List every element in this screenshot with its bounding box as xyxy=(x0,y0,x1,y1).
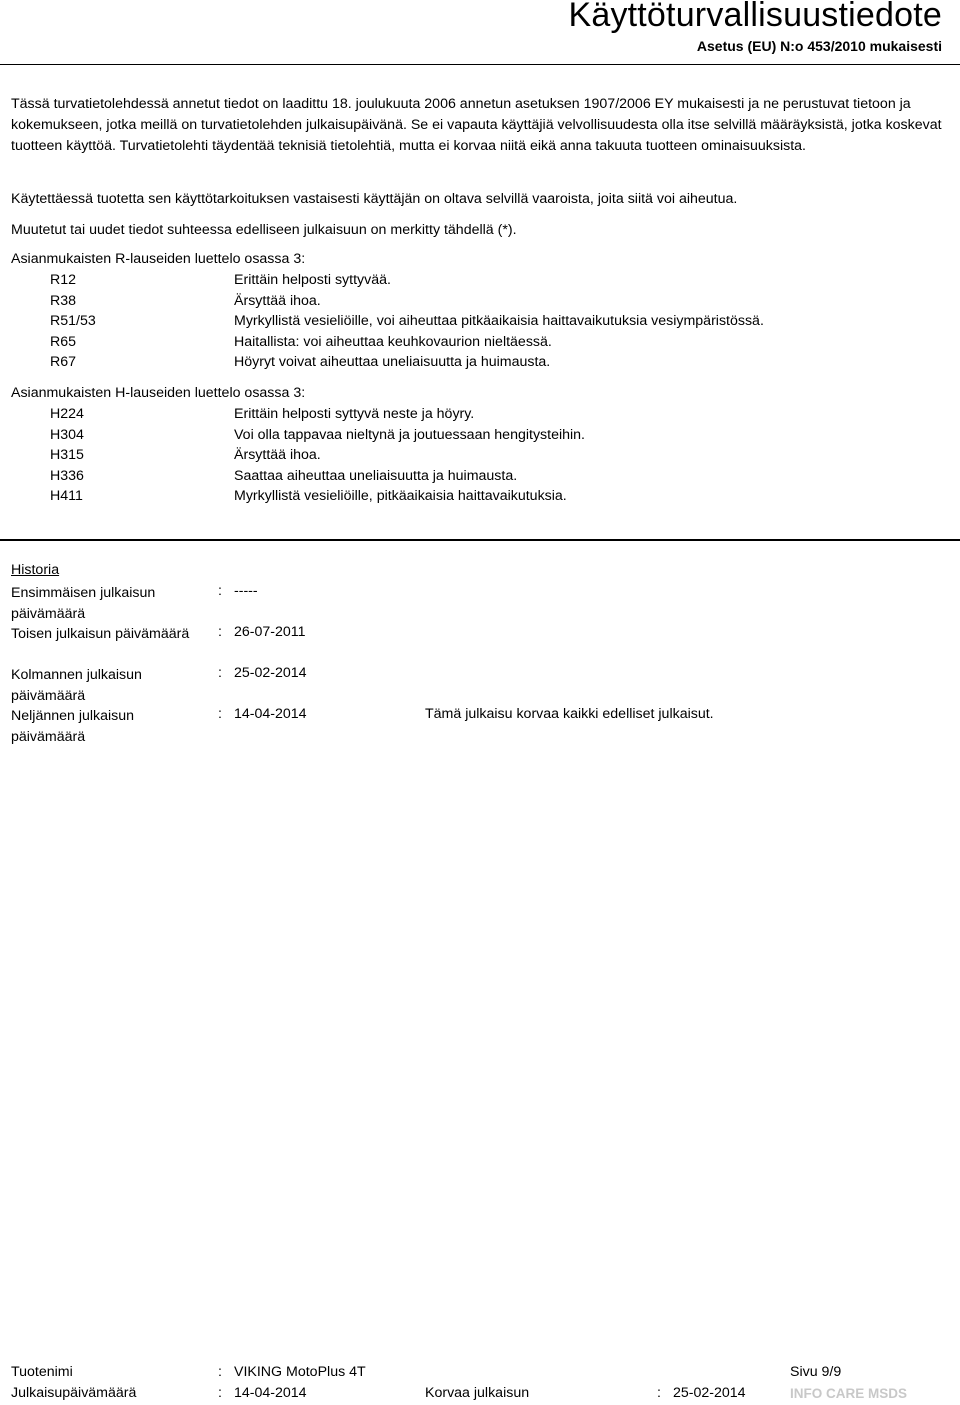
intro-paragraph-1: Tässä turvatietolehdessä annetut tiedot on laadittu 18. joulukuuta 2006 annetun asetuksen 1907/2006 EY mukaisesti ja ne perustuvat tietoon ja kokemukseen, jotka meillä on turvatietolehden julkaisupäivänä. Se ei vapauta käyttäjiä velvollisuudesta olla itse selvillä määräyksistä, jotka koskevat tuotteen käyttöä. Turvatietolehti täydentää teknisiä tietolehtiä, mutta ei korvaa niitä eikä anna takuuta tuotteen ominaisuuksista. xyxy=(11,96,942,154)
section-divider xyxy=(0,539,960,541)
phrase-code: H315 xyxy=(50,447,84,464)
list-item xyxy=(0,468,960,489)
history-value: 26-07-2011 xyxy=(234,624,306,640)
list-item xyxy=(0,488,960,509)
phrase-code: R67 xyxy=(50,354,77,371)
phrase-text: Voi olla tappavaa nieltynä ja joutuessaan hengitysteihin. xyxy=(234,426,585,443)
phrase-text: Haitallista: voi aiheuttaa keuhkovaurion nieltäessä. xyxy=(234,333,552,350)
document-title: Käyttöturvallisuustiedote xyxy=(568,0,942,34)
footer-date-value: 14-04-2014 xyxy=(234,1385,307,1401)
intro-paragraph-2: Käytettäessä tuotetta sen käyttötarkoituksen vastaisesti käyttäjän on oltava selvillä vaaroista, joita siitä voi aiheutua. xyxy=(11,191,738,207)
list-item xyxy=(0,427,960,448)
footer-date-label: Julkaisupäivämäärä xyxy=(11,1385,137,1401)
history-row xyxy=(0,624,960,665)
header-divider xyxy=(0,64,960,65)
h-phrases-heading: Asianmukaisten H-lauseiden luettelo osassa 3: xyxy=(11,385,306,401)
phrase-code: H336 xyxy=(50,467,84,484)
list-item xyxy=(0,293,960,314)
list-item xyxy=(0,313,960,334)
history-label: Ensimmäisen julkaisun päivämäärä xyxy=(11,585,156,622)
phrase-text: Ärsyttää ihoa. xyxy=(234,292,321,309)
list-item xyxy=(0,354,960,375)
document-subtitle: Asetus (EU) N:o 453/2010 mukaisesti xyxy=(696,38,942,54)
history-table xyxy=(0,583,960,747)
phrase-text: Höyryt voivat aiheuttaa uneliaisuutta ja huimausta. xyxy=(234,354,551,371)
history-note: Tämä julkaisu korvaa kaikki edelliset julkaisut. xyxy=(425,706,714,722)
phrase-text: Erittäin helposti syttyvää. xyxy=(234,272,391,288)
history-value: ----- xyxy=(234,583,258,599)
footer-product-colon: : xyxy=(218,1364,222,1380)
history-colon: : xyxy=(218,583,222,599)
phrase-code: R12 xyxy=(50,272,77,288)
history-label: Kolmannen julkaisun päivämäärä xyxy=(11,667,142,704)
history-title: Historia xyxy=(11,562,60,578)
footer-product-label: Tuotenimi xyxy=(11,1364,73,1380)
phrase-text: Ärsyttää ihoa. xyxy=(234,447,321,464)
history-value: 25-02-2014 xyxy=(234,665,307,681)
phrase-text: Erittäin helposti syttyvä neste ja höyry. xyxy=(234,406,475,422)
list-item xyxy=(0,447,960,468)
r-phrases-heading: Asianmukaisten R-lauseiden luettelo osassa 3: xyxy=(11,251,306,267)
phrase-text: Myrkyllistä vesieliöille, voi aiheuttaa pitkäaikaisia haittavaikutuksia vesiympäristössä. xyxy=(234,313,764,330)
h-phrases-list xyxy=(0,406,960,509)
footer-replaces-value: 25-02-2014 xyxy=(673,1385,746,1401)
history-colon: : xyxy=(218,624,222,640)
phrase-code: H304 xyxy=(50,426,84,443)
history-row xyxy=(0,583,960,624)
phrase-text: Saattaa aiheuttaa uneliaisuutta ja huimausta. xyxy=(234,467,518,484)
phrase-code: R51/53 xyxy=(50,313,96,330)
footer-replaces-colon: : xyxy=(657,1385,661,1401)
history-row xyxy=(0,706,960,747)
list-item xyxy=(0,406,960,427)
footer-date-colon: : xyxy=(218,1385,222,1401)
footer-replaces-label: Korvaa julkaisun xyxy=(425,1385,530,1401)
footer-product-value: VIKING MotoPlus 4T xyxy=(234,1364,366,1380)
intro-paragraph-3: Muutetut tai uudet tiedot suhteessa edelliseen julkaisuun on merkitty tähdellä (*). xyxy=(11,222,517,238)
list-item xyxy=(0,334,960,355)
phrase-code: R65 xyxy=(50,333,77,350)
phrase-code: H411 xyxy=(50,488,83,505)
phrase-code: R38 xyxy=(50,292,77,309)
footer-brand: INFO CARE MSDS xyxy=(790,1386,908,1401)
phrase-code: H224 xyxy=(50,406,84,422)
history-colon: : xyxy=(218,665,222,681)
history-colon: : xyxy=(218,706,222,722)
list-item xyxy=(0,272,960,293)
history-row xyxy=(0,665,960,706)
history-label: Toisen julkaisun päivämäärä xyxy=(11,626,190,642)
footer-page-number: Sivu 9/9 xyxy=(790,1364,842,1380)
history-label: Neljännen julkaisun päivämäärä xyxy=(11,708,135,745)
phrase-text: Myrkyllistä vesieliöille, pitkäaikaisia haittavaikutuksia. xyxy=(234,488,567,505)
r-phrases-list xyxy=(0,272,960,375)
history-value: 14-04-2014 xyxy=(234,706,307,722)
